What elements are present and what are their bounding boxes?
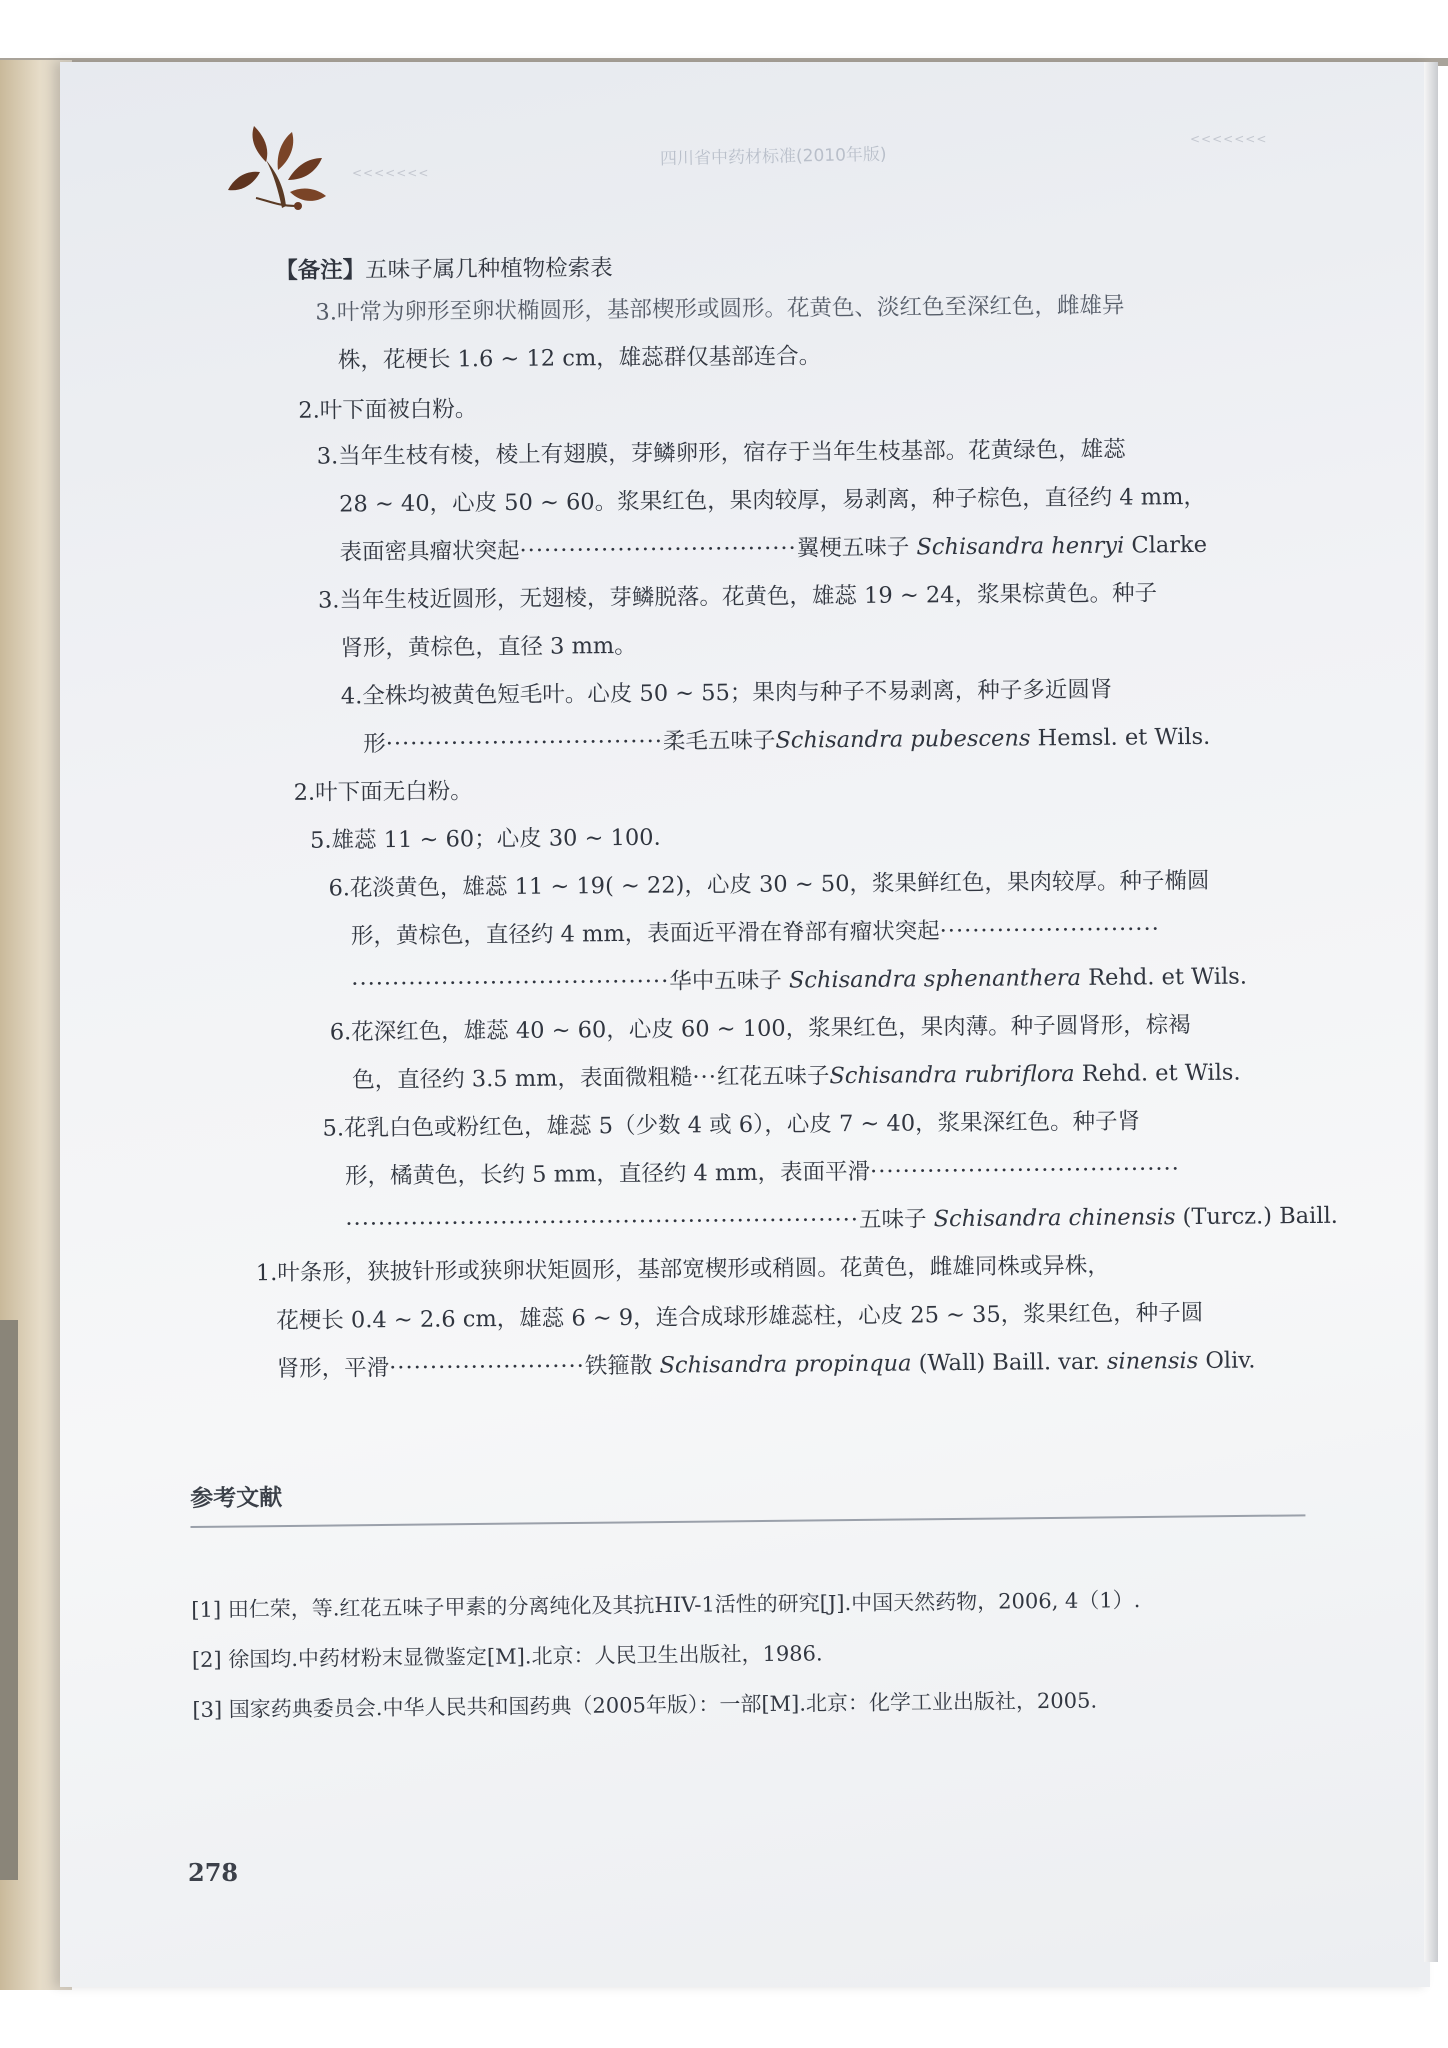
key-line: 4.全株均被黄色短毛叶。心皮 50 ~ 55；果肉与种子不易剥离，种子多近圆肾 bbox=[340, 676, 1113, 710]
key-line: 形，橘黄色，长约 5 mm，直径约 4 mm，表面平滑······································ bbox=[344, 1156, 1180, 1190]
reference-item: [1] 田仁荣，等.红花五味子甲素的分离纯化及其抗HIV-1活性的研究[J].中国天然药物，2006, 4（1）. bbox=[191, 1588, 1141, 1622]
variety-name: sinensis bbox=[1106, 1347, 1199, 1375]
key-line-species: 形··································柔毛五味子Schisandra pubescens Hemsl. et Wils. bbox=[363, 723, 1211, 758]
key-line: 株，花梗长 1.6 ~ 12 cm，雄蕊群仅基部连合。 bbox=[337, 343, 822, 374]
decorative-chevrons-right: <<<<<<< bbox=[1190, 132, 1268, 146]
species-name: Schisandra rubriflora bbox=[829, 1061, 1075, 1090]
key-line: 28 ~ 40，心皮 50 ~ 60。浆果红色，果肉较厚，易剥离，种子棕色，直径约 4 mm， bbox=[339, 483, 1207, 518]
key-line: 5.花乳白色或粉红色，雄蕊 5（少数 4 或 6），心皮 7 ~ 40，浆果深红色。种子肾 bbox=[322, 1108, 1141, 1142]
decorative-chevrons-left: <<<<<<< bbox=[352, 166, 430, 180]
key-line: 6.花淡黄色，雄蕊 11 ~ 19( ~ 22)，心皮 30 ~ 50，浆果鲜红色，果肉较厚。种子椭圆 bbox=[328, 867, 1210, 902]
note-heading bbox=[275, 253, 613, 286]
key-line: 6.花深红色，雄蕊 40 ~ 60，心皮 60 ~ 100，浆果红色，果肉薄。种子圆肾形，棕褐 bbox=[329, 1012, 1191, 1046]
species-name: Schisandra chinensis bbox=[933, 1204, 1176, 1233]
key-line: 形，黄棕色，直径约 4 mm，表面近平滑在脊部有瘤状突起··························· bbox=[350, 916, 1160, 950]
running-head: 四川省中药材标准(2010年版) bbox=[659, 144, 887, 170]
key-line: 1.叶条形，狭披针形或狭卵状矩圆形，基部宽楔形或稍圆。花黄色，雌雄同株或异株， bbox=[255, 1252, 1110, 1287]
key-line-species: 表面密具瘤状突起··································翼梗五味子 Schisandra henryi Clarke bbox=[339, 531, 1208, 566]
key-line-species: 肾形，平滑························铁箍散 Schisandra propinqua (Wall) Baill. var. sinensis Oliv. bbox=[276, 1347, 1256, 1383]
references-heading: 参考文献 bbox=[190, 1485, 283, 1512]
key-line: 肾形，黄棕色，直径 3 mm。 bbox=[340, 632, 637, 662]
key-line: 2.叶下面被白粉。 bbox=[298, 396, 478, 424]
key-line: 3.叶常为卵形至卵状椭圆形，基部楔形或圆形。花黄色、淡红色至深红色，雌雄异 bbox=[315, 292, 1125, 326]
species-name: Schisandra pubescens bbox=[775, 725, 1031, 754]
photo-background-strip bbox=[0, 1320, 18, 1880]
species-name: Schisandra sphenanthera bbox=[788, 964, 1082, 994]
identification-key bbox=[255, 247, 1338, 1383]
leaf-logo-icon bbox=[226, 120, 338, 220]
note-label: 【备注】 bbox=[275, 257, 366, 284]
key-line-species: ·······································华中五味子 Schisandra sphenanthera Rehd. et Wils. bbox=[351, 963, 1248, 998]
key-line: 5.雄蕊 11 ~ 60；心皮 30 ~ 100. bbox=[309, 824, 661, 854]
key-line: 3.当年生枝近圆形，无翅棱，芽鳞脱落。花黄色，雄蕊 19 ~ 24，浆果棕黄色。种子 bbox=[317, 580, 1158, 614]
species-name: Schisandra propinqua bbox=[659, 1350, 912, 1379]
page-edge bbox=[1424, 62, 1438, 1962]
key-line: 3.当年生枝有棱，棱上有翅膜，芽鳞卵形，宿存于当年生枝基部。花黄绿色，雄蕊 bbox=[316, 436, 1126, 470]
species-name: Schisandra henryi bbox=[916, 532, 1125, 561]
key-line: 2.叶下面无白粉。 bbox=[293, 778, 473, 806]
note-title: 五味子属几种植物检索表 bbox=[365, 255, 613, 284]
key-line-species: ·······························································五味子 Schisandra chinensis (Turcz.) Baill. bbox=[345, 1202, 1338, 1238]
reference-item: [2] 徐国均.中药材粉末显微鉴定[M].北京：人民卫生出版社，1986. bbox=[191, 1641, 823, 1672]
key-line-species: 色，直径约 3.5 mm，表面微粗糙···红花五味子Schisandra rubriflora Rehd. et Wils. bbox=[352, 1059, 1241, 1094]
page-number: 278 bbox=[188, 1858, 239, 1887]
key-line: 花梗长 0.4 ~ 2.6 cm，雄蕊 6 ~ 9，连合成球形雄蕊柱，心皮 25 ~ 35，浆果红色，种子圆 bbox=[276, 1299, 1204, 1335]
reference-item: [3] 国家药典委员会.中华人民共和国药典（2005年版）：一部[M].北京：化学工业出版社，2005. bbox=[192, 1688, 1098, 1722]
